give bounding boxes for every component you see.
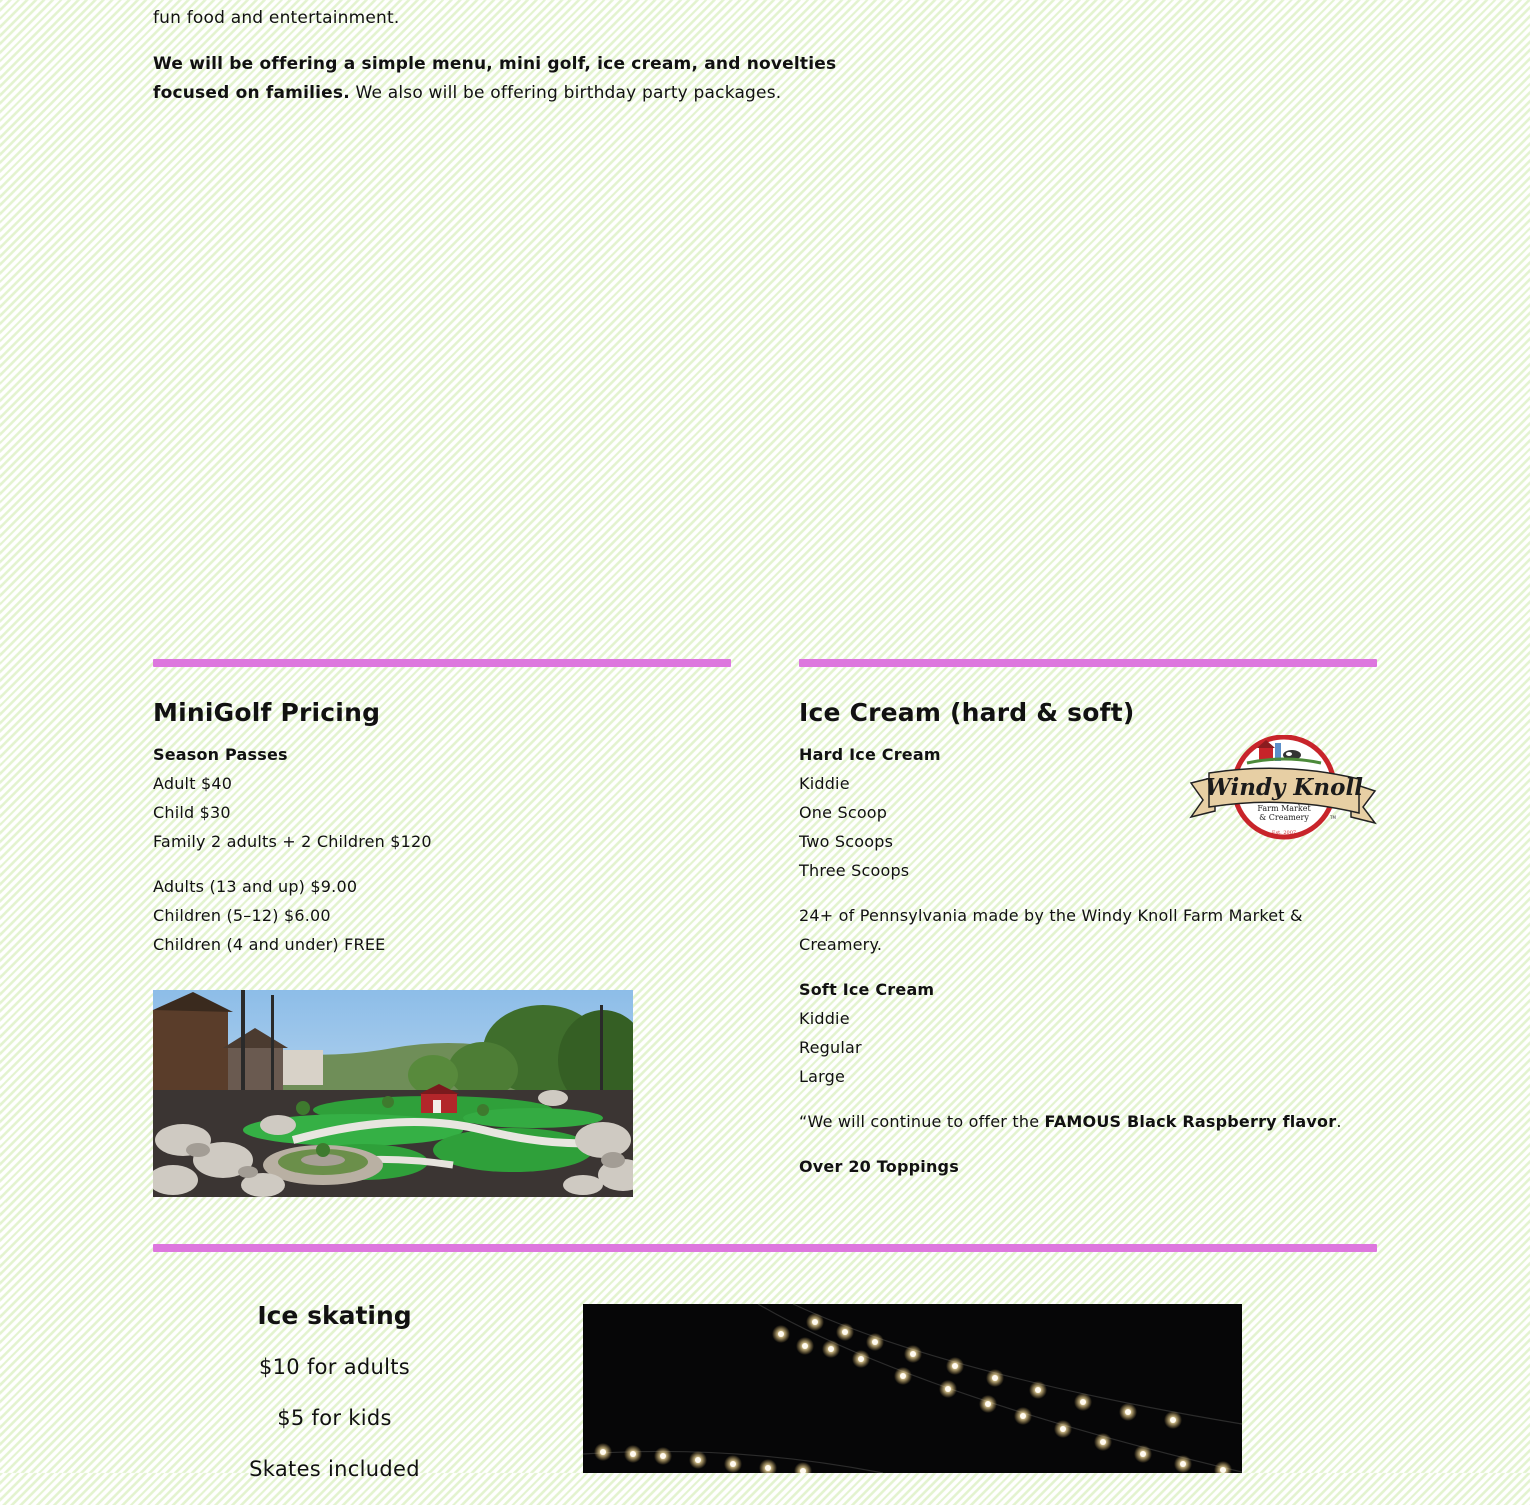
logo-sub2: & Creamery: [1259, 813, 1309, 822]
ice-skating-title: Ice skating: [257, 1301, 412, 1330]
light-bulb: [828, 1346, 834, 1352]
string-lights-photo: [583, 1304, 1242, 1473]
flavors-note: 24+ of Pennsylvania made by the Windy Knoll Farm Market & Creamery.: [799, 906, 1303, 954]
intro-offering-text: [153, 50, 873, 108]
hard-size-two-scoops: Two Scoops: [799, 832, 894, 851]
light-bulb: [802, 1343, 808, 1349]
soft-size-large: Large: [799, 1067, 846, 1086]
price-adults: Adults (13 and up) $9.00: [153, 877, 358, 896]
hard-size-kiddie: Kiddie: [799, 774, 850, 793]
toppings-block: [799, 1152, 1377, 1181]
windy-knoll-logo: [1189, 735, 1377, 841]
logo-title: Windy Knoll: [1205, 774, 1363, 801]
soft-ice-cream-block: [799, 975, 1377, 1091]
famous-flavor: FAMOUS Black Raspberry flavor: [1044, 1112, 1337, 1131]
price-young-children: Children (4 and under) FREE: [153, 935, 386, 954]
light-bulb: [1170, 1417, 1176, 1423]
soft-size-regular: Regular: [799, 1038, 862, 1057]
light-bulb: [812, 1319, 818, 1325]
light-bulb: [1035, 1387, 1041, 1393]
season-pass-adult: Adult $40: [153, 774, 233, 793]
light-bulb: [1100, 1439, 1106, 1445]
section-divider-full: [153, 1244, 1377, 1252]
light-bulb: [900, 1373, 906, 1379]
skating-adult-price: $10 for adults: [258, 1355, 411, 1379]
black-raspberry-note: [799, 1107, 1377, 1136]
light-bulb: [1220, 1467, 1226, 1473]
light-bulb: [1180, 1461, 1186, 1467]
daily-prices-block: [153, 872, 731, 959]
light-bulb: [600, 1449, 606, 1455]
light-bulb: [872, 1339, 878, 1345]
skating-kid-price: $5 for kids: [277, 1406, 392, 1430]
intro-offering-bold: We will be offering a simple menu, mini golf, ice cream, and novelties focused on families.: [153, 54, 837, 103]
light-bulb: [842, 1329, 848, 1335]
season-pass-family: Family 2 adults + 2 Children $120: [153, 832, 432, 851]
quote-suffix: .: [1336, 1112, 1342, 1131]
light-bulb: [695, 1457, 701, 1463]
soft-size-kiddie: Kiddie: [799, 1009, 850, 1028]
skates-included-note: Skates included: [249, 1457, 420, 1481]
light-bulb: [1060, 1426, 1066, 1432]
minigolf-photo-graphic: [153, 990, 633, 1197]
string-lights-graphic: [583, 1304, 1242, 1473]
light-bulb: [985, 1401, 991, 1407]
intro-text: fun food and entertainment.: [153, 8, 400, 28]
light-bulb: [945, 1386, 951, 1392]
light-bulb: [858, 1356, 864, 1362]
hard-size-three-scoops: Three Scoops: [799, 861, 910, 880]
hard-size-one-scoop: One Scoop: [799, 803, 888, 822]
quote-prefix: “We will continue to offer the: [799, 1112, 1045, 1131]
season-pass-child: Child $30: [153, 803, 231, 822]
logo-est: Est. 2007: [1271, 830, 1297, 836]
light-bulb: [765, 1465, 771, 1471]
season-passes-block: [153, 740, 731, 856]
soft-ice-cream-heading: Soft Ice Cream: [799, 980, 935, 999]
section-divider-left: [153, 659, 731, 667]
light-bulb: [910, 1351, 916, 1357]
price-children: Children (5–12) $6.00: [153, 906, 331, 925]
intro-offering-rest: We also will be offering birthday party packages.: [349, 83, 782, 103]
minigolf-course-photo: [153, 990, 633, 1197]
logo-sub1: Farm Market: [1257, 804, 1311, 813]
flavors-note-block: [799, 901, 1377, 959]
windy-knoll-logo-graphic: [1189, 735, 1377, 841]
light-bulb: [630, 1451, 636, 1457]
logo-tm: TM: [1330, 815, 1336, 820]
light-bulb: [660, 1453, 666, 1459]
ice-skating-section: [153, 1296, 516, 1505]
light-bulb: [1140, 1451, 1146, 1457]
ice-cream-title: Ice Cream (hard & soft): [799, 698, 1135, 727]
toppings-note: Over 20 Toppings: [799, 1157, 959, 1176]
section-divider-right: [799, 659, 1377, 667]
minigolf-pricing-section: [153, 695, 731, 975]
light-bulb: [1125, 1409, 1131, 1415]
season-passes-heading: Season Passes: [153, 745, 288, 764]
light-bulb: [1020, 1413, 1026, 1419]
light-bulb: [778, 1331, 784, 1337]
light-bulb: [730, 1461, 736, 1467]
hard-ice-cream-heading: Hard Ice Cream: [799, 745, 941, 764]
light-bulb: [952, 1363, 958, 1369]
light-bulb: [1080, 1399, 1086, 1405]
minigolf-title: MiniGolf Pricing: [153, 698, 381, 727]
light-bulb: [992, 1375, 998, 1381]
